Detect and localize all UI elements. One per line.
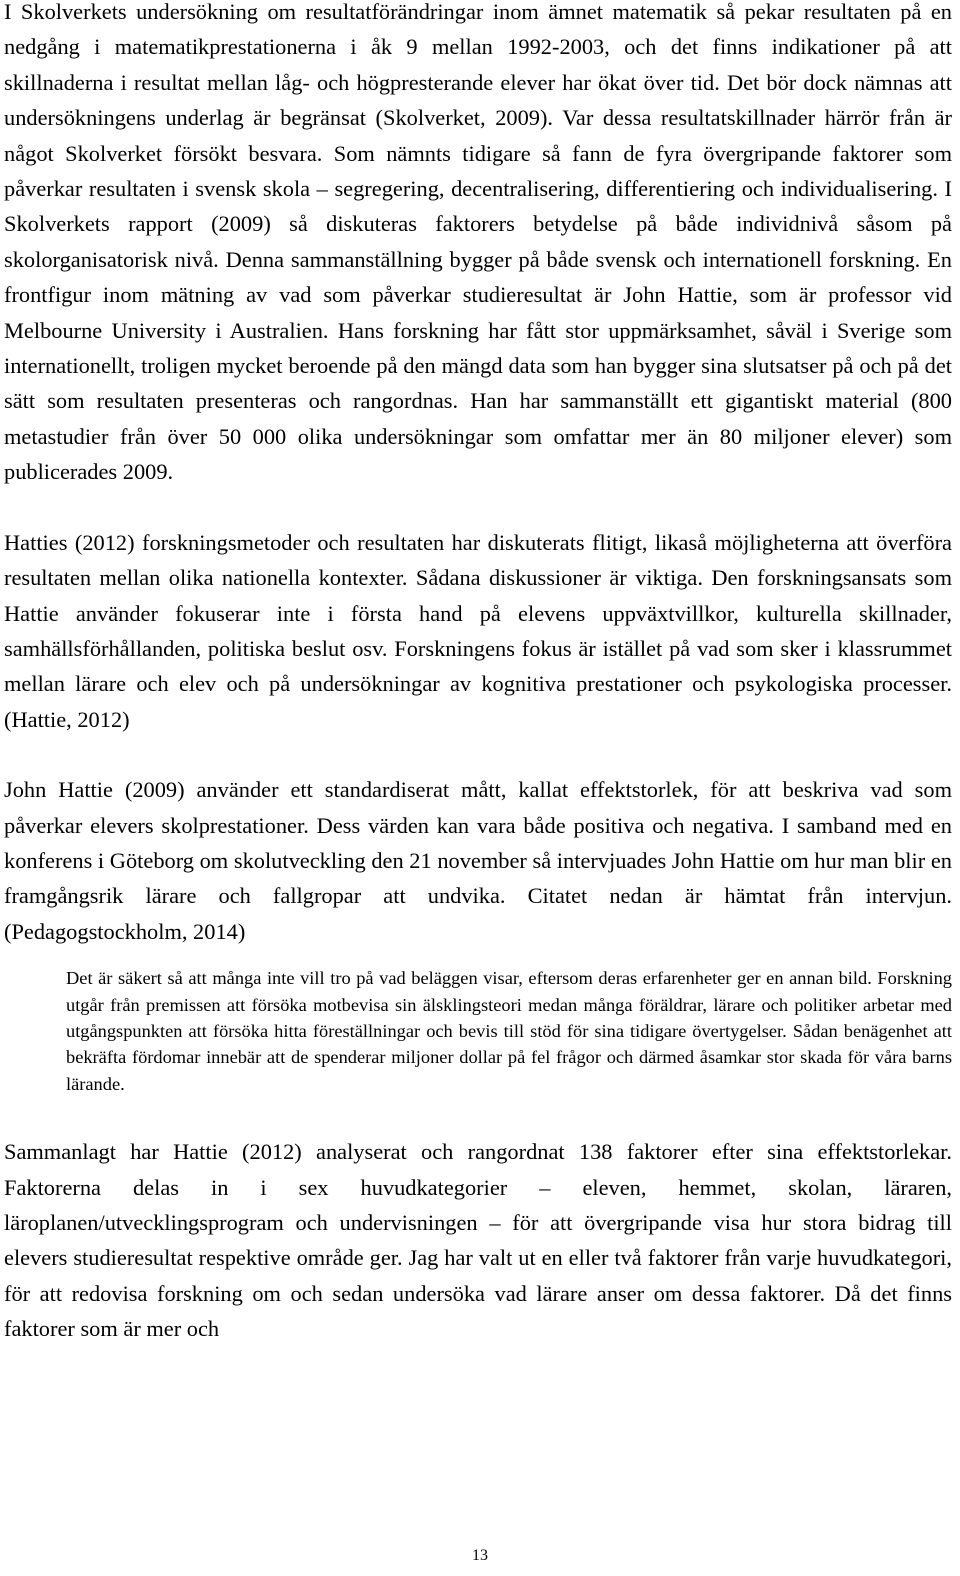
- paragraph-hattie-methods: Hatties (2012) forskningsmetoder och resultaten har diskuterats flitigt, likaså möjligheterna att överföra resultaten mellan olika nationella kontexter. Sådana diskussioner är viktiga. Den forskningsansats som Hattie använder fokuserar inte i första hand på elevens uppväxtvillkor, kulturella skillnader, samhällsförhållanden, politiska beslut osv. Forskningens fokus är istället på vad som sker i klassrummet mellan lärare och elev och på undersökningar av kognitiva prestationer och psykologiska processer. (Hattie, 2012): [4, 529, 952, 732]
- paragraph-skolverket-study: I Skolverkets undersökning om resultatförändringar inom ämnet matematik så pekar resultaten på en nedgång i matematikprestationerna i åk 9 mellan 1992-2003, och det finns indikationer på att skillnaderna i resultat mellan låg- och högpresterande elever har ökat över tid. Det bör dock nämnas att undersökningens underlag är begränsat (Skolverket, 2009). Var dessa resultatskillnader härrör från är något Skolverket försökt besvara. Som nämnts tidigare så fann de fyra övergripande faktorer som påverkar resultaten i svensk skola – segregering, decentralisering, differentiering och individualisering. I Skolverkets rapport (2009) så diskuteras faktorers betydelse på både individnivå såsom på skolorganisatorisk nivå. Denna sammanställning bygger på både svensk och internationell forskning. En frontfigur inom mätning av vad som påverkar studieresultat är John Hattie, som är professor vid Melbourne University i Australien. Hans forskning har fått stor uppmärksamhet, såväl i Sverige som internationellt, troligen mycket beroende på den mängd data som han bygger sina slutsatser på och på det sätt som resultaten presenteras och rangordnas. Han har sammanställt ett gigantiskt material (800 metastudier från över 50 000 olika undersökningar som omfattar mer än 80 miljoner elever) som publicerades 2009.: [4, 0, 952, 485]
- document-page: [4, 0, 952, 1347]
- page-number: 13: [472, 1547, 488, 1564]
- paragraph-effect-size: John Hattie (2009) använder ett standardiserat mått, kallat effektstorlek, för att beskriva vad som påverkar elevers skolprestationer. Dess värden kan vara både positiva och negativa. I samband med en konferens i Göteborg om skolutveckling den 21 november så intervjuades John Hattie om hur man blir en framgångsrik lärare och fallgropar att undvika. Citatet nedan är hämtat från intervjun. (Pedagogstockholm, 2014): [4, 777, 952, 944]
- block-quote-hattie: Det är säkert så att många inte vill tro på vad beläggen visar, eftersom deras erfarenheter ger en annan bild. Forskning utgår från premissen att försöka motbevisa sin älsklingsteori medan många föräldrar, lärare och politiker arbetar med utgångspunkten att försöka hitta föreställningar och bevis till stöd för sina tidigare övertygelser. Sådan benägenhet att bekräfta fördomar innebär att de spenderar miljoner dollar på fel frågor och därmed åsamkar stor skada för våra barns lärande.: [66, 968, 952, 1094]
- paragraph-138-factors: Sammanlagt har Hattie (2012) analyserat och rangordnat 138 faktorer efter sina effektstorlekar. Faktorerna delas in i sex huvudkategorier – eleven, hemmet, skolan, läraren, läroplanen/utvecklingsprogram och undervisningen – för att övergripande visa hur stora bidrag till elevers studieresultat respektive område ger. Jag har valt ut en eller två faktorer från varje huvudkategori, för att redovisa forskning om och sedan undersöka vad lärare anser om dessa faktorer. Då det finns faktorer som är mer och: [4, 1139, 952, 1342]
